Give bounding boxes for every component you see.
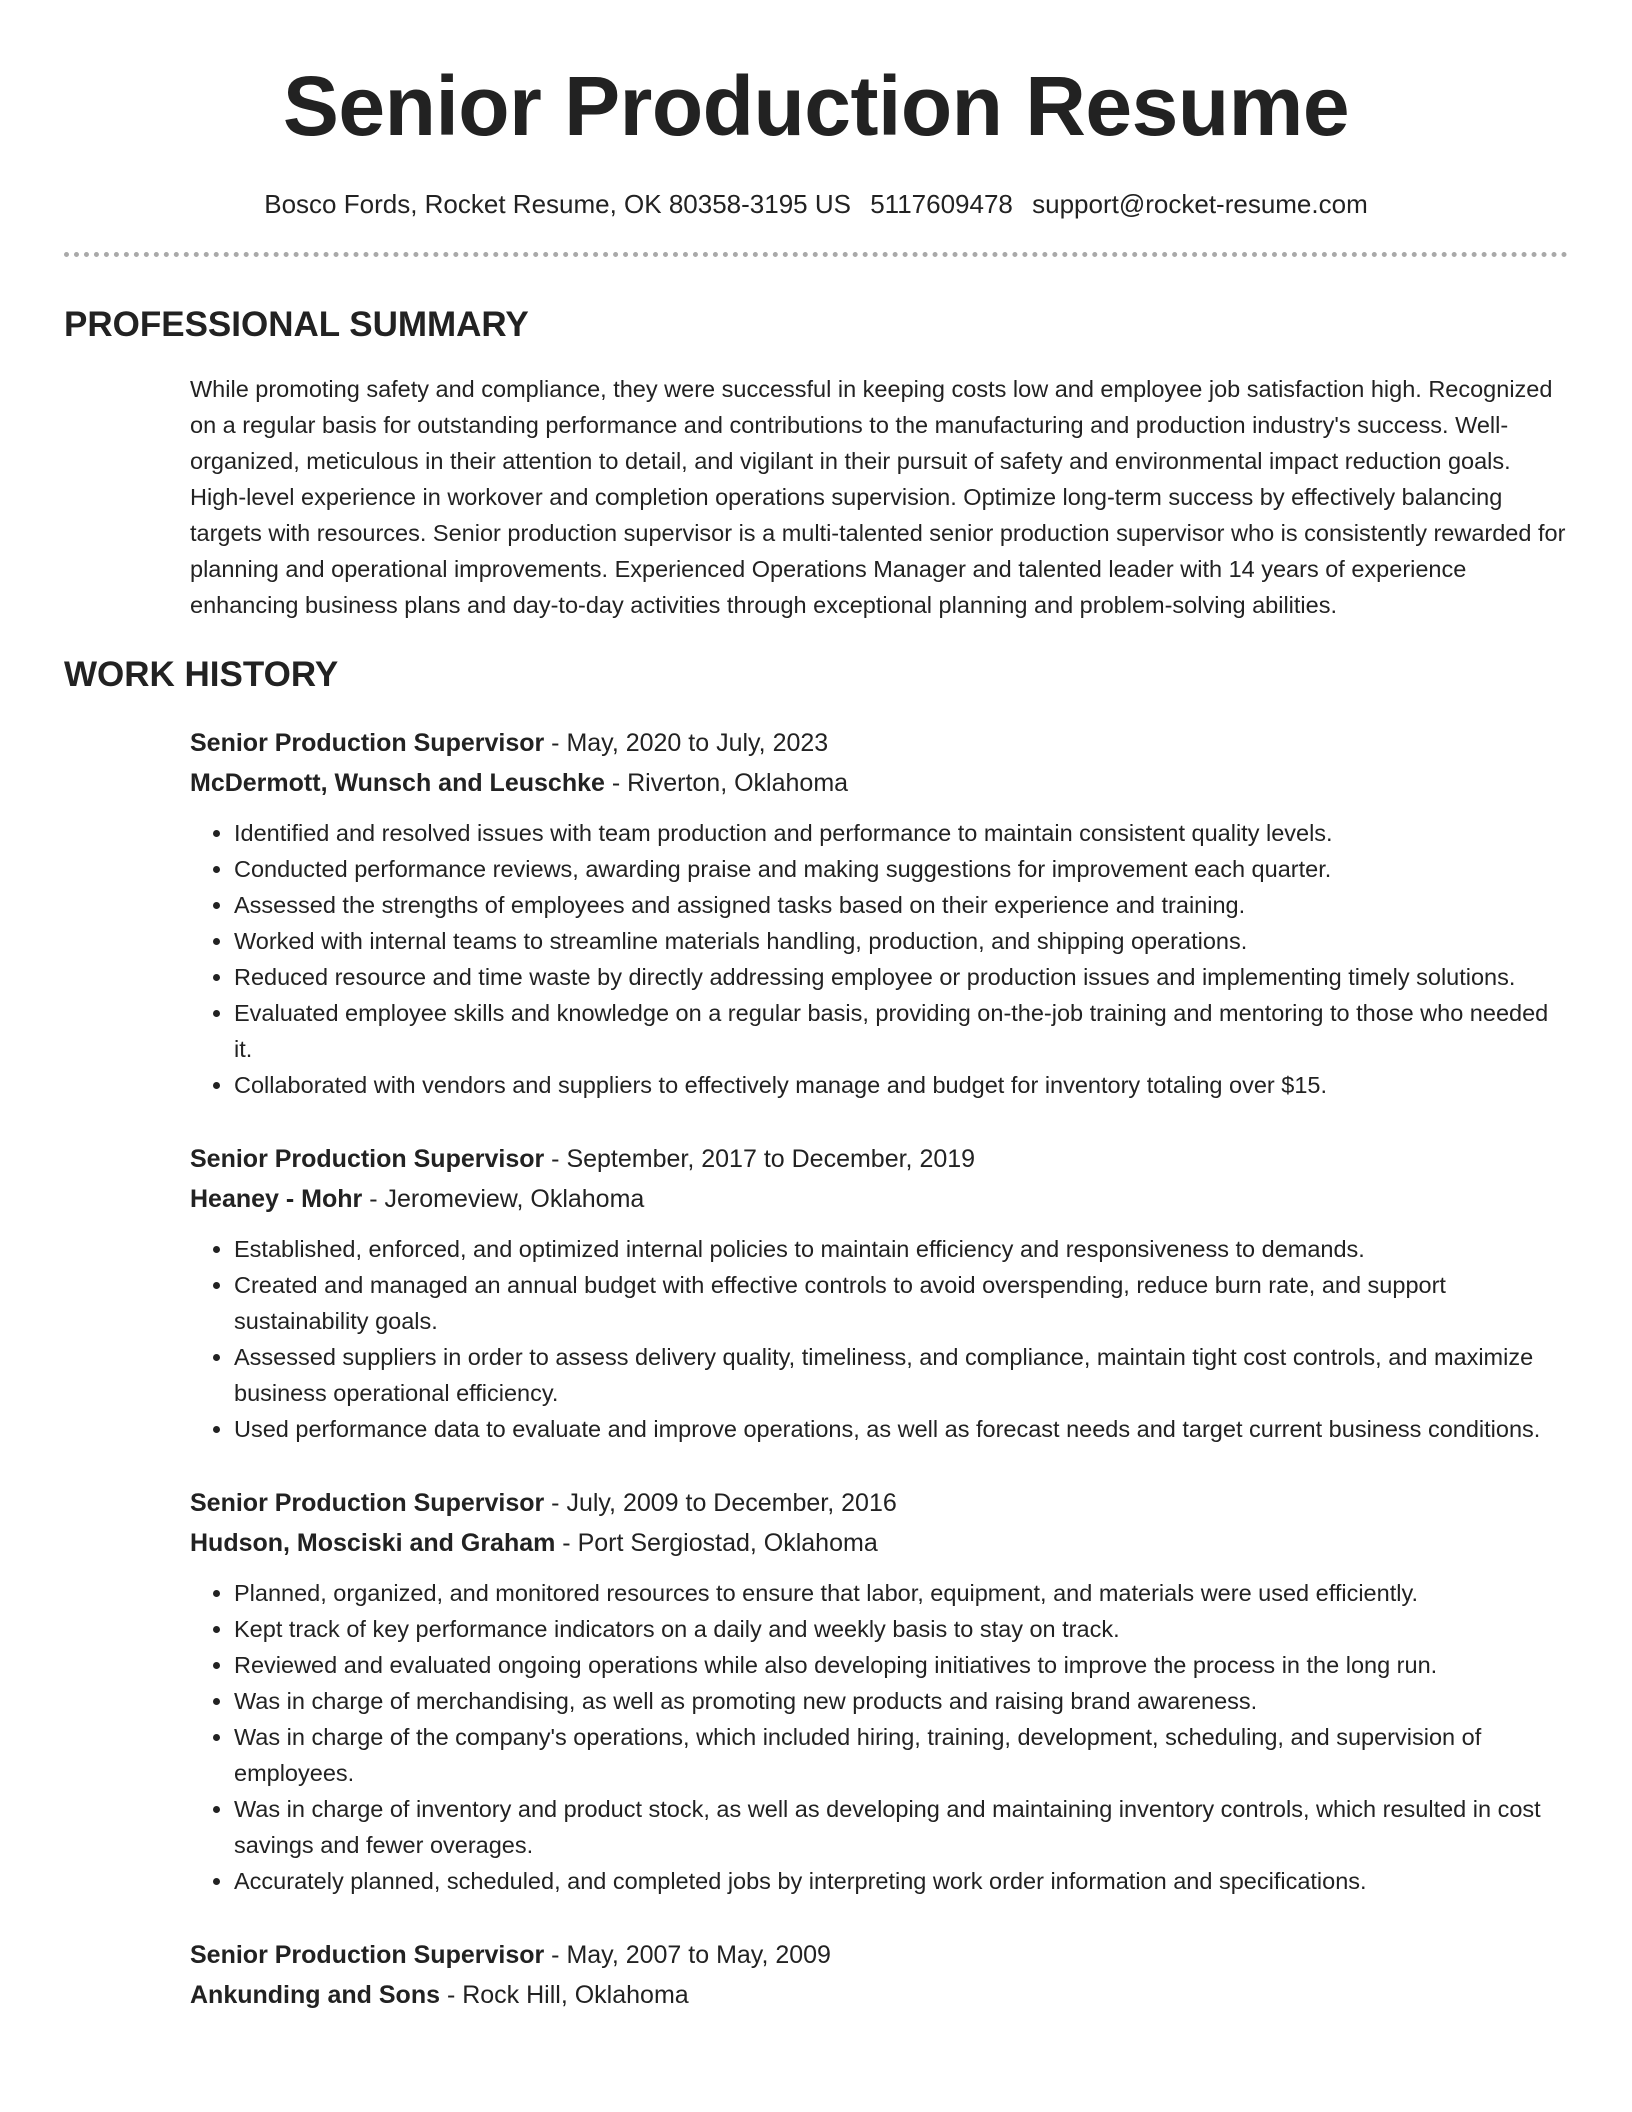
job-title-line	[190, 1483, 1568, 1523]
job-company-line	[190, 1523, 1568, 1563]
job-bullet: • Identified and resolved issues with team production and performance to maintain consistent quality levels.	[234, 815, 1568, 851]
job-bullet: • Assessed the strengths of employees and assigned tasks based on their experience and training.	[234, 887, 1568, 923]
header-divider	[64, 252, 1568, 257]
job-company: Heaney - Mohr	[190, 1185, 363, 1213]
contact-email: support@rocket-resume.com	[1032, 189, 1368, 219]
job-bullet: • Established, enforced, and optimized internal policies to maintain efficiency and responsiveness to demands.	[234, 1231, 1568, 1267]
job-bullet: • Was in charge of inventory and product stock, as well as developing and maintaining inventory controls, which resulted in cost savings and fewer overages.	[234, 1791, 1568, 1863]
job-company: Hudson, Mosciski and Graham	[190, 1529, 556, 1557]
contact-address: Bosco Fords, Rocket Resume, OK 80358-3195 US	[264, 189, 851, 219]
job-bullet: • Worked with internal teams to streamline materials handling, production, and shipping operations.	[234, 923, 1568, 959]
job-title-line	[190, 1935, 1568, 1975]
job-title: Senior Production Supervisor	[190, 1941, 545, 1969]
job-entry	[190, 723, 1568, 1103]
job-dates: - May, 2020 to July, 2023	[544, 729, 829, 757]
job-bullet: • Reviewed and evaluated ongoing operations while also developing initiatives to improve the process in the long run.	[234, 1647, 1568, 1683]
job-dates: - September, 2017 to December, 2019	[544, 1145, 976, 1173]
job-company: McDermott, Wunsch and Leuschke	[190, 769, 605, 797]
job-title: Senior Production Supervisor	[190, 729, 545, 757]
work-history-list	[190, 723, 1568, 2015]
summary-text: While promoting safety and compliance, they were successful in keeping costs low and employee job satisfaction high. Recognized on a regular basis for outstanding performance and contributions to the manufacturing and production industry's success. Well-organized, meticulous in their attention to detail, and vigilant in their pursuit of safety and environmental impact reduction goals. High-level experience in workover and completion operations supervision. Optimize long-term success by effectively balancing targets with resources. Senior production supervisor is a multi-talented senior production supervisor who is consistently rewarded for planning and operational improvements. Experienced Operations Manager and talented leader with 14 years of experience enhancing business plans and day-to-day activities through exceptional planning and problem-solving abilities.	[190, 376, 1566, 618]
job-title: Senior Production Supervisor	[190, 1489, 545, 1517]
job-entry	[190, 1483, 1568, 1899]
job-bullet: • Was in charge of merchandising, as well as promoting new products and raising brand awareness.	[234, 1683, 1568, 1719]
job-company-line	[190, 1179, 1568, 1219]
resume-title: Senior Production Resume	[282, 59, 1350, 153]
job-bullet: • Assessed suppliers in order to assess delivery quality, timeliness, and compliance, maintain tight cost controls, and maximize business operational efficiency.	[234, 1339, 1568, 1411]
job-bullet: • Accurately planned, scheduled, and completed jobs by interpreting work order information and specifications.	[234, 1863, 1568, 1899]
job-location: - Jeromeview, Oklahoma	[362, 1185, 645, 1213]
work-history-heading: WORK HISTORY	[64, 655, 339, 694]
job-company-line	[190, 763, 1568, 803]
job-location: - Port Sergiostad, Oklahoma	[555, 1529, 878, 1557]
summary-heading: PROFESSIONAL SUMMARY	[64, 305, 529, 344]
job-bullet: • Conducted performance reviews, awarding praise and making suggestions for improvement each quarter.	[234, 851, 1568, 887]
job-title-line	[190, 1139, 1568, 1179]
job-title: Senior Production Supervisor	[190, 1145, 545, 1173]
job-bullet: • Was in charge of the company's operations, which included hiring, training, development, scheduling, and supervision of employees.	[234, 1719, 1568, 1791]
job-entry	[190, 1139, 1568, 1447]
job-dates: - May, 2007 to May, 2009	[544, 1941, 831, 1969]
job-entry	[190, 1935, 1568, 2015]
job-bullet: • Planned, organized, and monitored resources to ensure that labor, equipment, and materials were used efficiently.	[234, 1575, 1568, 1611]
job-bullet: • Evaluated employee skills and knowledge on a regular basis, providing on-the-job training and mentoring to those who needed it.	[234, 995, 1568, 1067]
job-bullet: • Collaborated with vendors and suppliers to effectively manage and budget for inventory totaling over $15.	[234, 1067, 1568, 1103]
job-bullet: • Reduced resource and time waste by directly addressing employee or production issues and implementing timely solutions.	[234, 959, 1568, 995]
job-title-line	[190, 723, 1568, 763]
job-dates: - July, 2009 to December, 2016	[544, 1489, 897, 1517]
job-company-line	[190, 1975, 1568, 2015]
job-bullet-list	[190, 815, 1568, 1103]
job-location: - Riverton, Oklahoma	[604, 769, 849, 797]
job-bullet-list	[190, 1231, 1568, 1447]
job-location: - Rock Hill, Oklahoma	[440, 1981, 689, 2009]
contact-line	[64, 188, 1568, 220]
job-company: Ankunding and Sons	[190, 1981, 440, 2009]
job-bullet: • Used performance data to evaluate and improve operations, as well as forecast needs and target current business conditions.	[234, 1411, 1568, 1447]
job-bullet: • Created and managed an annual budget with effective controls to avoid overspending, reduce burn rate, and support sustainability goals.	[234, 1267, 1568, 1339]
contact-phone: 5117609478	[870, 189, 1013, 219]
job-bullet-list	[190, 1575, 1568, 1899]
job-bullet: • Kept track of key performance indicators on a daily and weekly basis to stay on track.	[234, 1611, 1568, 1647]
